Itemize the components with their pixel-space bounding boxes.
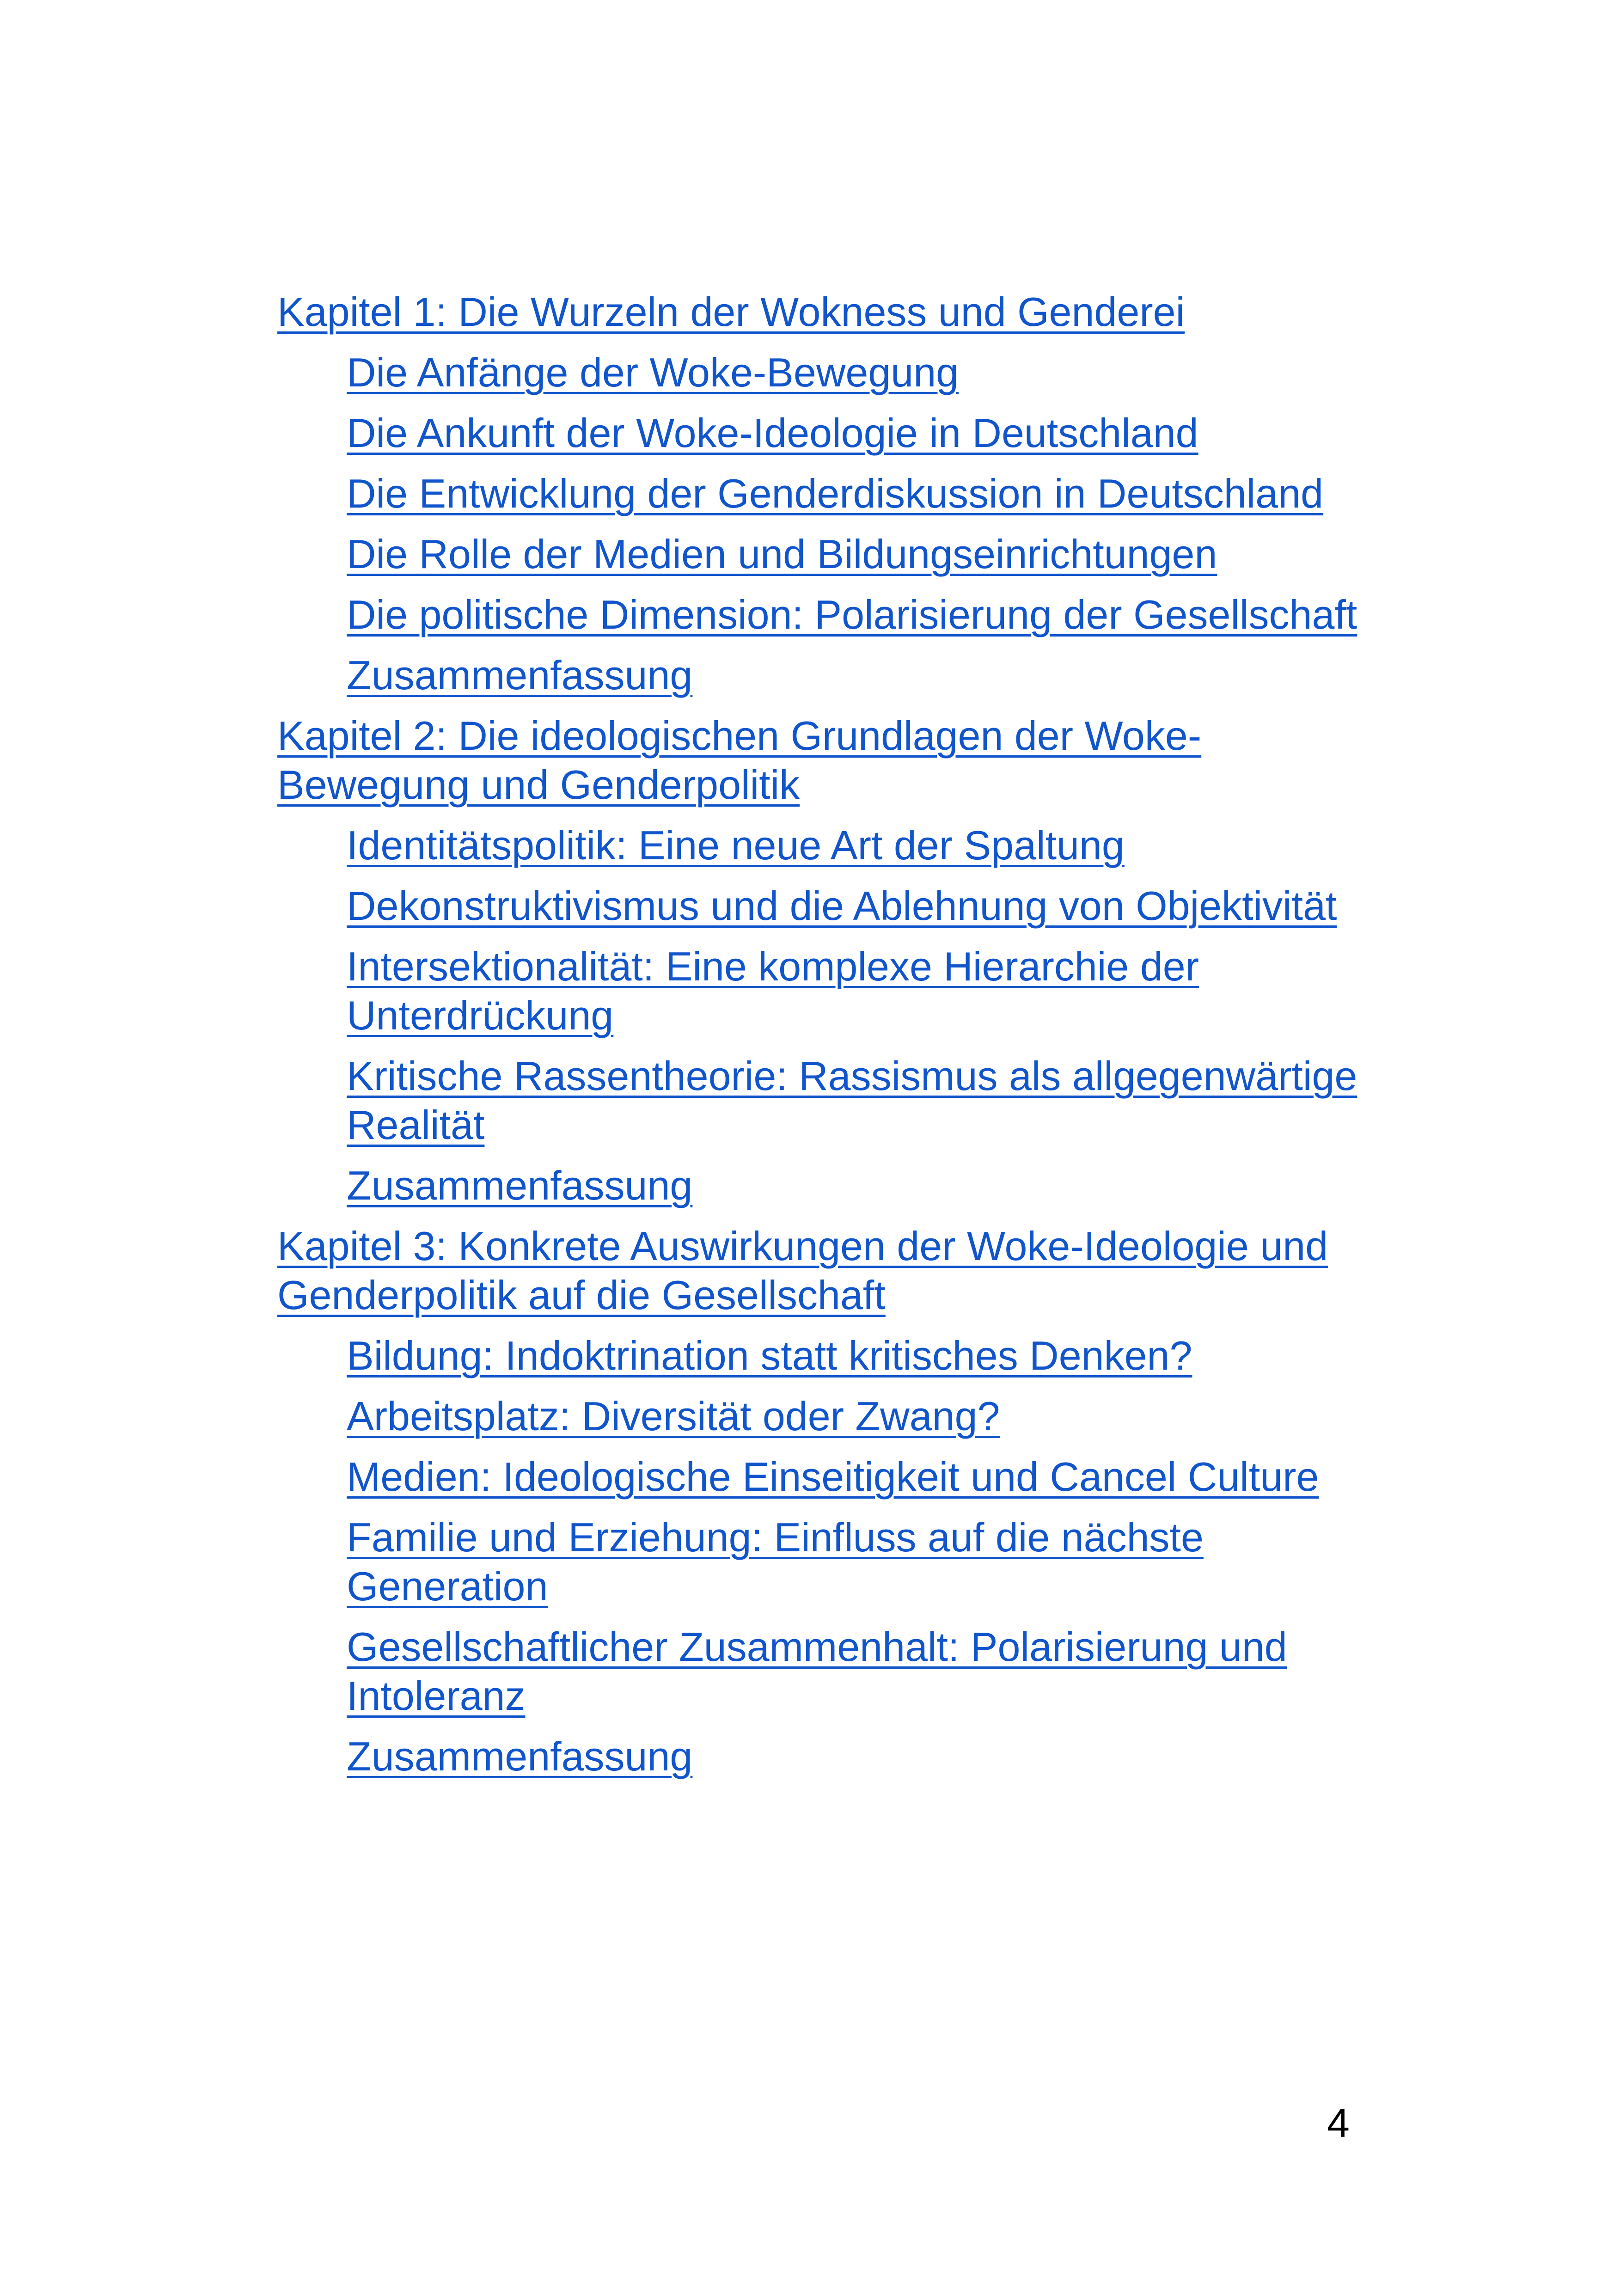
toc-section-link[interactable]: Bildung: Indoktrination statt kritisches Denken? bbox=[347, 1333, 1192, 1378]
toc-section-link[interactable]: Die Rolle der Medien und Bildungseinrichtungen bbox=[347, 531, 1217, 577]
toc-section-link[interactable]: Die politische Dimension: Polarisierung der Gesellschaft bbox=[347, 592, 1357, 637]
toc-chapter-2-link[interactable]: Kapitel 2: Die ideologischen Grundlagen der Woke-Bewegung und Genderpolitik bbox=[277, 713, 1202, 808]
toc-chapter-3-link[interactable]: Kapitel 3: Konkrete Auswirkungen der Woke-Ideologie und Genderpolitik auf die Gesellschaft bbox=[277, 1223, 1328, 1318]
toc-section-link[interactable]: Zusammenfassung bbox=[347, 1163, 693, 1208]
toc-section-link[interactable]: Arbeitsplatz: Diversität oder Zwang? bbox=[347, 1393, 1000, 1439]
toc-chapter-1-link[interactable]: Kapitel 1: Die Wurzeln der Wokness und Genderei bbox=[277, 289, 1185, 335]
toc-section-link[interactable]: Medien: Ideologische Einseitigkeit und Cancel Culture bbox=[347, 1454, 1319, 1500]
toc-section-link[interactable]: Identitätspolitik: Eine neue Art der Spaltung bbox=[347, 822, 1125, 868]
toc-section-link[interactable]: Gesellschaftlicher Zusammenhalt: Polarisierung und Intoleranz bbox=[347, 1624, 1287, 1719]
toc-section-link[interactable]: Die Anfänge der Woke-Bewegung bbox=[347, 349, 959, 395]
toc-section-link[interactable]: Kritische Rassentheorie: Rassismus als allgegenwärtige Realität bbox=[347, 1053, 1357, 1148]
toc-section-link[interactable]: Zusammenfassung bbox=[347, 652, 693, 698]
toc-section-link[interactable]: Intersektionalität: Eine komplexe Hierarchie der Unterdrückung bbox=[347, 943, 1199, 1038]
toc-section-link[interactable]: Die Entwicklung der Genderdiskussion in Deutschland bbox=[347, 471, 1324, 516]
toc-section-link[interactable]: Die Ankunft der Woke-Ideologie in Deutschland bbox=[347, 410, 1198, 456]
toc-section-link[interactable]: Familie und Erziehung: Einfluss auf die nächste Generation bbox=[347, 1514, 1204, 1609]
table-of-contents bbox=[277, 288, 1357, 1793]
page-number: 4 bbox=[1327, 2100, 1350, 2146]
toc-section-link[interactable]: Zusammenfassung bbox=[347, 1733, 693, 1779]
toc-section-link[interactable]: Dekonstruktivismus und die Ablehnung von Objektivität bbox=[347, 883, 1337, 929]
